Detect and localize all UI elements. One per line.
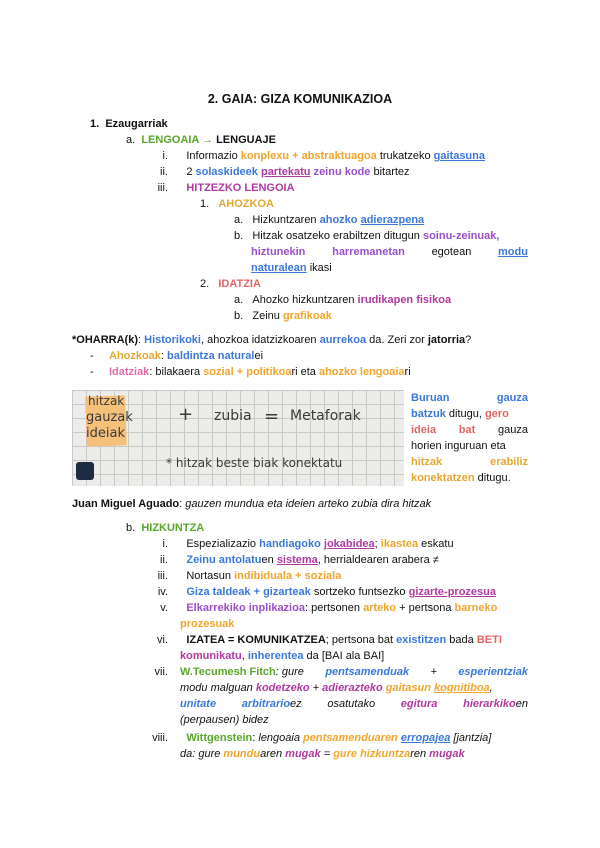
highlight: mugak [285,748,321,760]
item-b-viii-line2 [180,747,465,761]
side-line1 [411,391,528,405]
highlight: arteko [363,602,397,614]
text: : [138,334,145,346]
item-a-lengoaia [126,133,276,147]
bullet: - [90,350,94,362]
text: ez [290,698,302,710]
highlight: gero [484,408,509,420]
text: , ahozkoa idatzizkoaren [200,334,320,346]
item-b-vii-line4: (perpausen) bidez [180,714,269,726]
text: 2 [186,166,196,178]
oharra-line3 [90,365,411,379]
text: : [275,666,282,678]
item-a-ii [152,165,410,179]
highlight: partekatu [260,166,311,178]
highlight: zeinu kode [313,166,371,178]
list-roman: v. [160,602,168,614]
hw-equals: = [264,406,280,427]
section-label: Ezaugarriak [105,118,168,130]
highlight: hiztunekin [251,246,306,258]
text: gure [281,666,304,678]
list-roman: ii. [160,554,168,566]
side-line5 [411,455,528,469]
text: Ahozko hizkuntzaren [252,294,358,306]
text: Espezializazio [186,538,260,550]
author: Juan Miguel Aguado [72,498,180,510]
list-letter: b. [126,522,136,534]
hw-plus: + [178,404,194,425]
page-title: 2. GAIA: GIZA KOMUNIKAZIOA [207,92,393,106]
text: ; [374,538,381,550]
text: ditugu, [445,408,485,420]
highlight: irudikapen fisikoa [357,294,452,306]
highlight: kognitiboa [434,682,490,694]
item-a-iii [152,181,295,195]
item-b-vii-line2 [180,681,493,695]
highlight: existitzen [396,634,447,646]
highlight: pentsamenduak [325,666,410,678]
text: ; pertsona bat [325,634,397,646]
highlight: adierazpena [360,214,425,226]
section-ezaugarriak [90,117,168,131]
highlight: jokabidea [323,538,375,550]
item-b-v-line1 [140,601,497,615]
highlight: erropajea [400,732,451,744]
highlight: solaskideek [195,166,258,178]
lengoaia-label: LENGOAIA → [141,134,217,146]
text: eskatu [418,538,454,550]
ahozkoa-heading [200,197,274,211]
highlight: bat [458,424,476,436]
corner-logo [76,462,94,480]
highlight: ahozko lengoaia [318,366,405,378]
list-roman: iii. [157,570,168,582]
list-roman: i. [162,538,168,550]
text: : bilakaera [149,366,204,378]
text: osatutako [327,698,376,710]
idatzia-heading [200,277,261,291]
hw-zubia: zubia [214,408,252,424]
hizkuntza-label: HIZKUNTZA [141,522,205,534]
highlight: hitzak [411,456,443,468]
highlight: gaitasun [385,682,431,694]
item-b-viii-line1 [140,731,491,745]
text: ren [410,748,430,760]
highlight: erabiliz [490,456,528,468]
list-roman: viii. [152,732,168,744]
highlight: barneko [454,602,498,614]
text: , herrialdearen arabera ≠ [317,554,439,566]
highlight: hierarkiko [463,698,516,710]
text: da. Zeri zor [366,334,428,346]
hw-ideiak: ideiak [86,426,125,441]
highlight: batzuk [411,408,446,420]
list-number: 2. [200,278,210,290]
item-a-i [152,149,485,163]
hw-hitzak: hitzak [88,394,125,408]
text: = [320,748,334,760]
item-b-i [140,537,454,551]
text: modu malguan [180,682,256,694]
highlight: BETI [476,634,502,646]
text: gauza [498,424,528,436]
item-b-vii-line3 [180,697,528,711]
list-letter: b. [234,310,244,322]
text: ei [254,350,264,362]
item-b-iii [140,569,341,583]
text: en [261,554,277,566]
highlight: aurrekoa [319,334,367,346]
item-b-vi-line2 [180,649,384,663]
item-b-vii-line1-text [180,665,528,679]
text: sortzeko funtsezko [310,586,409,598]
text: : [179,498,186,510]
highlight: mundu [223,748,261,760]
text: + [430,666,437,678]
text: Hizkuntzaren [252,214,320,226]
highlight: egitura [400,698,438,710]
oharra-line2 [90,349,263,363]
oharra-label: *OHARRA(k) [72,334,138,346]
text: bitartez [370,166,410,178]
highlight: ahozko [319,214,358,226]
text: da: gure [180,748,224,760]
item-b-hizkuntza [126,521,204,535]
highlight: Historikoki [144,334,201,346]
idatzia-label: IDATZIA [218,278,261,290]
hw-note: * hitzak beste biak konektatu [166,456,343,470]
highlight: gauza [496,392,528,404]
ahozkoa-b-line1 [234,229,499,243]
text: : [160,350,168,362]
text: ditugu. [474,472,511,484]
author: W.Tecumesh Fitch [180,666,276,678]
text: ri [404,366,411,378]
ahozkoa-b-line3 [251,261,332,275]
highlight: gure hizkuntza [333,748,411,760]
highlight: konplexu + abstraktuagoa [240,150,377,162]
highlight: ikastea [380,538,419,550]
list-roman: vi. [157,634,168,646]
highlight: pentsamenduaren [303,732,398,744]
ahozkoa-b-line2 [251,245,528,259]
item-b-vi-line1 [140,633,502,647]
idatzia-b [234,309,332,323]
highlight: komunikatu [180,650,242,662]
idatzia-a [234,293,451,307]
author: Wittgenstein [186,732,253,744]
highlight: soinu-zeinuak, [422,230,500,242]
list-number: 1. [200,198,210,210]
text: + pertsona [396,602,455,614]
text: ri eta [291,366,319,378]
list-number: 1. [90,118,100,130]
quote-text: gauzen mundua eta ideien arteko zubia dira hitzak [185,498,432,510]
text: , [241,650,248,662]
highlight: kodetzeko [255,682,310,694]
list-roman: iv. [157,586,168,598]
text: Hitzak osatzeko erabiltzen ditugun [252,230,423,242]
text: aren [260,748,286,760]
highlight: Idatziak [108,366,150,378]
highlight: handiagoko [259,538,321,550]
highlight: esperientziak [458,666,528,678]
side-line6 [411,471,511,485]
text: : [252,732,259,744]
ahozkoa-label: AHOZKOA [218,198,274,210]
side-line4: horien inguruan eta [411,440,506,452]
highlight: konektatzen [411,472,475,484]
text: Zeinu [252,310,283,322]
highlight: Zeinu antolatu [186,554,262,566]
highlight: naturalean [251,262,307,274]
ahozkoa-a [234,213,424,227]
list-roman: ii. [160,166,168,178]
list-roman: i. [162,150,168,162]
bullet: - [90,366,94,378]
lenguaje-label: LENGUAJE [216,134,276,146]
highlight: Ahozkoak [108,350,161,362]
side-line3 [411,423,528,437]
hw-metaforak: Metaforak [290,408,361,424]
list-letter: a. [234,214,244,226]
highlight: Giza taldeak + gizarteak [186,586,311,598]
highlight: mugak [429,748,465,760]
list-roman: vii. [154,666,168,678]
text: : pertsonen [304,602,364,614]
highlight: unitate [180,698,217,710]
highlight: grafikoak [282,310,332,322]
highlight: ideia [411,424,437,436]
list-letter: a. [234,294,244,306]
highlight: gaitasuna [433,150,485,162]
highlight: modu [498,246,528,258]
side-line2 [411,407,528,421]
highlight: sozial + politikoa [203,366,292,378]
highlight: jatorria [427,334,466,346]
highlight: arbitrario [241,698,291,710]
highlight: indibiduala + soziala [234,570,342,582]
list-letter: a. [126,134,136,146]
text: Nortasun [186,570,235,582]
item-b-ii [140,553,439,567]
highlight: IZATEA = KOMUNIKATZEA [186,634,326,646]
highlight: inherentea [247,650,304,662]
item-b-iv [140,585,496,599]
list-roman: iii. [157,182,168,194]
text: trukatzeko [376,150,434,162]
item-b-v-line2: prozesuak [180,618,235,630]
text: da [BAI ala BAI] [303,650,385,662]
item-b-vii-line1 [140,665,168,679]
highlight: baldintza natural [167,350,255,362]
text: bada [446,634,477,646]
hitzezko-lengoia: HITZEZKO LENGOIA [186,182,295,194]
text: ? [465,334,472,346]
text: ikasi [306,262,332,274]
highlight: adierazteko [322,682,383,694]
highlight: Buruan [411,392,450,404]
aguado-quote [72,497,431,511]
text: Informazio [186,150,241,162]
text: en [515,698,528,710]
handwritten-note-photo [72,390,404,486]
highlight: harremanetan [332,246,405,258]
text: lengoaia [258,732,300,744]
text: , [489,682,493,694]
highlight: sistema [276,554,318,566]
list-letter: b. [234,230,244,242]
text: [jantzia] [450,732,492,744]
oharra-line1 [72,333,471,347]
text: egotean [431,246,472,258]
hw-gauzak: gauzak [86,410,133,425]
highlight: gizarte-prozesua [408,586,497,598]
text: + [309,682,323,694]
highlight: Elkarrekiko inplikazioa [186,602,305,614]
